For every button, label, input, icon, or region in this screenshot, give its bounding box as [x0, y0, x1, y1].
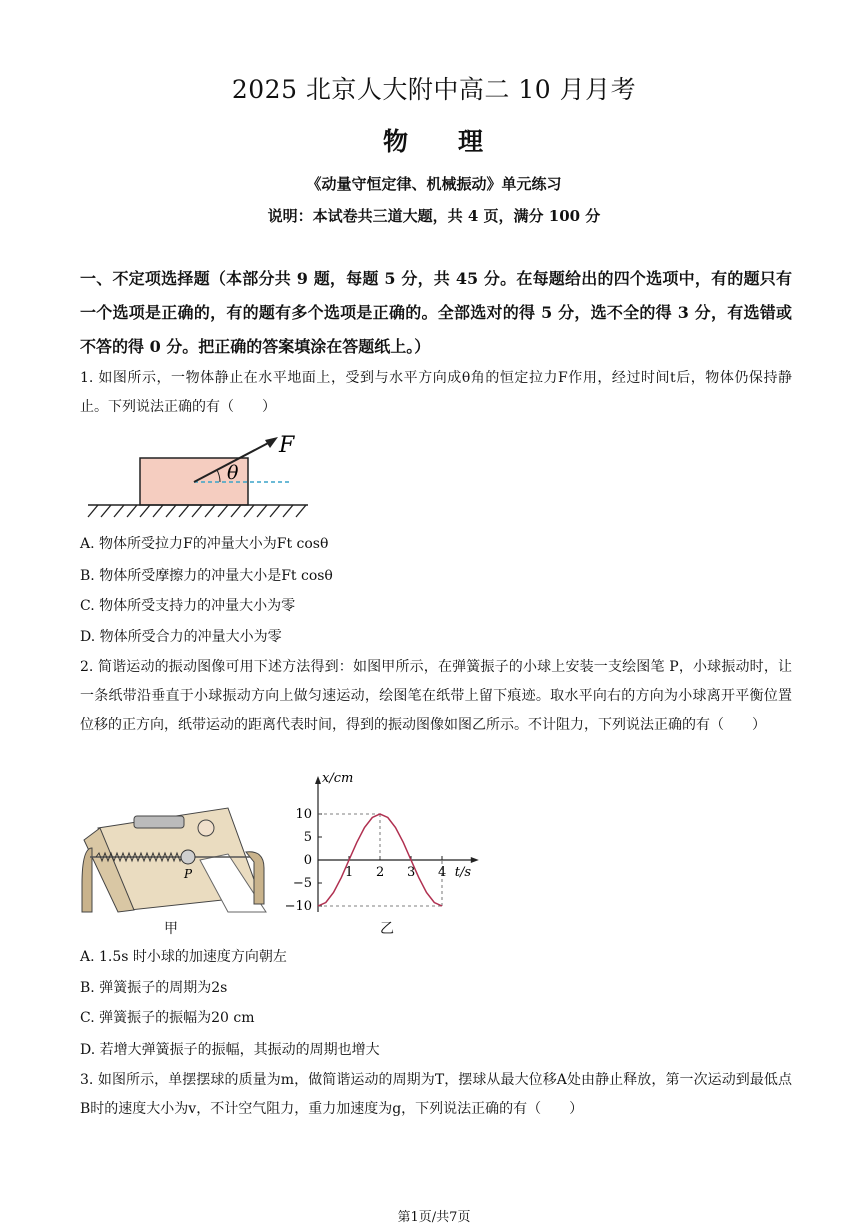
q2-option-d[interactable]: D. 若增大弹簧振子的振幅，其振动的周期也增大 [80, 1042, 380, 1058]
pen-label: P [184, 867, 193, 881]
y-tick-label: 5 [303, 830, 312, 845]
question-1-stem: 1. 如图所示，一物体静止在水平地面上，受到与水平方向成θ角的恒定拉力F作用，经过时间t后，物体仍保持静止。下列说法正确的有（ ） [80, 370, 792, 415]
arrow-head-icon [265, 437, 278, 448]
q1-option-d[interactable]: D. 物体所受合力的冲量大小为零 [80, 629, 282, 645]
x-tick-label: 3 [407, 865, 416, 880]
exam-title: 2025 北京人大附中高二 10 月月考 [231, 75, 637, 104]
subject-char-2: 理 [458, 127, 486, 156]
q1-option-a[interactable]: A. 物体所受拉力F的冲量大小为Ft cosθ [80, 536, 329, 552]
x-axis-label: t/s [454, 865, 472, 880]
unit-title: 《动量守恒定律、机械振动》单元练习 [306, 175, 562, 193]
y-tick-label: 0 [303, 853, 312, 868]
exam-note: 说明：本试卷共三道大题，共 4 页，满分 100 分 [267, 207, 601, 225]
y-tick-label: −5 [292, 876, 312, 891]
ball [181, 850, 195, 864]
y-tick-label: −10 [284, 899, 312, 914]
section-heading: 一、不定项选择题（本部分共 9 题，每题 5 分，共 45 分。在每题给出的四个选项中，有的题只有一个选项是正确的，有的题有多个选项是正确的。全部选对的得 5 分，选不全的得 3 分，有选错或不答的得 0 分。把正确的答案填涂在答题纸上。） [80, 269, 792, 356]
motor-roller [134, 816, 184, 828]
q1-option-b[interactable]: B. 物体所受摩擦力的冲量大小是Ft cosθ [80, 568, 333, 584]
figure-yi-caption: 乙 [380, 921, 394, 937]
vibration-graph [282, 768, 492, 918]
y-tick-label: 10 [295, 807, 312, 822]
y-axis-label: x/cm [322, 771, 354, 786]
ground-hatching [88, 505, 306, 517]
x-tick-label: 1 [345, 865, 354, 880]
question-1-figure [84, 428, 314, 520]
y-axis-arrow-icon [315, 776, 321, 784]
q2-option-b[interactable]: B. 弹簧振子的周期为2s [80, 980, 228, 996]
subject-title [0, 122, 868, 158]
question-2-stem: 2. 简谐运动的振动图像可用下述方法得到：如图甲所示，在弹簧振子的小球上安装一支绘图笔 P，小球振动时，让一条纸带沿垂直于小球振动方向上做匀速运动，绘图笔在纸带上留下痕迹。取水平向右的方向为小球离开平衡位置位移的正方向，纸带运动的距离代表时间，得到的振动图像如图乙所示。不计阻力，下列说法正确的有（ ） [80, 659, 792, 733]
figure-jia-caption: 甲 [164, 921, 178, 937]
q2-option-a[interactable]: A. 1.5s 时小球的加速度方向朝左 [80, 949, 287, 965]
angle-label: θ [227, 462, 239, 484]
spring-oscillator-figure [78, 800, 268, 914]
q1-option-c[interactable]: C. 物体所受支持力的冲量大小为零 [80, 598, 296, 614]
q2-option-c[interactable]: C. 弹簧振子的振幅为20 cm [80, 1010, 255, 1026]
x-axis-arrow-icon [471, 857, 479, 863]
subject-char-1: 物 [382, 127, 410, 156]
question-3-stem: 3. 如图所示，单摆摆球的质量为m，做简谐运动的周期为T，摆球从最大位移A处由静止释放，第一次运动到最低点B时的速度大小为v，不计空气阻力，重力加速度为g，下列说法正确的有（ ） [80, 1072, 792, 1117]
hand-icon [198, 820, 214, 836]
x-tick-label: 4 [438, 865, 447, 880]
force-label: F [279, 433, 295, 458]
page-footer: 第1页/共7页 [397, 1210, 471, 1225]
x-tick-label: 2 [376, 865, 385, 880]
